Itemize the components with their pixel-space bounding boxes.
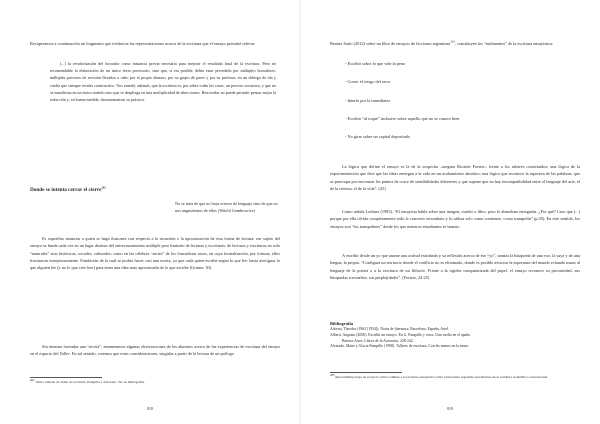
right-footnote-rule (330, 372, 402, 373)
left-intro: Recuperamos a continuación un fragmento que evidencia las representaciones acerca de la escritura que el ensayo permitió relevar: (30, 41, 256, 46)
section-heading (30, 187, 280, 194)
bibliography-entry: Alvarado, Maite y Gloria Pampillo (1988). Talleres de escritura. Con las manos en la masa. (330, 344, 469, 349)
list-item: - No girar sobre un capital depositado (345, 134, 410, 140)
bibliography-entry: Alberti, Augusto (2006). Escribir un ensayo. En G. Pampillo y otros, Una vuelta en el apaño. (330, 332, 471, 337)
list-item: - Interés por la inmediatez (345, 97, 391, 103)
section-heading-text: Donde se intenta cerrar el cierre (30, 187, 102, 193)
list-item: - Escribir “al toque” inclusive sobre aquello que no se conoce bien (345, 115, 460, 121)
epigraph: No se trata de que no haya errores de lenguaje sino de que no nos angustiemos de ellos (Witold Gombrowicz) (175, 201, 278, 214)
bibliography-entry: Adorno, Theodor (1962 [1954]). Notas de literatura. Barcelona, España, Ariel. (330, 327, 449, 331)
right-intro-footnote-ref: 263 (450, 39, 455, 44)
left-paragraph-2: Sin intentar formular una “receta”, enumeramos algunas observaciones de los alumnos acerca de las experiencias de escritura del ensayo en el espacio del Taller. En tal sentido, creemos que estas consideraciones, surgidas a partir de la lectura de un prólogo (30, 344, 280, 357)
left-paragraph-1: Es superfluo anunciar a quien se haga ilusiones con respecto a la incursión o la aproximación de esta forma de lectura: ese sujeto del ensayo se funda cada vez en un lugar distinto del entrecruzamiento múltiple pero limitado de lecturas y escrituras: de lecturas y escrituras no solo “naturales” sino históricas, sociales, culturales; como en las célebres “series” de los formalistas rusos, en cuya formalización, por fortuna, ellos fracasaron estrepitosamente. Fundación de la cual se podría hacer casi una receta, ya que cada quien escribe según lo que lee: basta averiguar lo que alguien lee (y no lo que cree leer) para tener una idea muy aproximada de lo que escribe (Grüner, 30). (30, 236, 280, 271)
left-footnote (30, 380, 280, 385)
right-paragraph-2: Como señala Ludmer (1985), “El ensayista habla sobre una imagen, cuadro o libro, pero lo abandona enseguida. ¿Por qué? Creo que (...) porque por ella olvida completamente todo lo concreto secundario y lo utiliza solo como comienzo, como trampolín” (p.35). En este sentido, los ensayos son “los trampolines” desde los que nuestros estudiantes se lanzan. (330, 209, 580, 229)
heading-footnote-ref: 262 (101, 185, 106, 190)
list-item: - Escribir sobre lo que vale la pena (345, 61, 405, 66)
left-footnote-rule (30, 377, 102, 378)
right-intro-rest: , constituyen los “rudimentos” de la escritura ensayística: (454, 41, 554, 46)
left-block-quote: (...) la revalorización del borrador como instancia previa necesaria para mejorar el resultado final de la escritura. Pero no recomendable la elaboración de un único texto provisorio, sino que, si era posible, debía estar precedido por múltiples borradores, múltiples procesos de revisión llevados a cabo por el propio alumno, por su grupo de pares y por su profesor, en un diálogo de ida y vuelta que siempre resulta constructivo. Nos enseñó, además, que la escritura es, por sobre todas las cosas, un proceso recursivo, y que no se manifiesta en un único sentido sino que se despliega en una multiplicidad de direcciones. Retrocedar no puede permitir pensar mejor la redacción y, en buena medida, desautomatizar su práctica. (50, 61, 276, 103)
right-paragraph-3: A escribir desde un yo que asume una actitud extrañada y su reflexión acerca de ese “yo”, tamiza la búsqueda de una voz, la suya y de una lengua, la propia. “Configura un territorio donde el conflicto no es eliminado, donde es posible avizorar la esperanza del mundo echando mano al lenguaje de la poesía o a la escritura de un filósofo. Frente a la rigidez computarizada del papel, el ensayo reconoce su precariedad, sus búsquedas irresueltas, sus perplejidades”. (Forster, 24-25) (330, 253, 580, 280)
list-item: - Correr el riesgo del error (345, 79, 391, 85)
right-intro (330, 40, 580, 47)
rudiments-list (345, 60, 575, 151)
italic-taller: Taller (59, 351, 70, 357)
bibliography-entry: Buenos Aires, Libros de la Araucaria. 228-242. (342, 338, 414, 343)
right-footnote (330, 375, 580, 380)
right-page-number: 819 (447, 407, 453, 411)
right-paragraph-1: La lógica que define el ensayo es la de la sospecha –asegura Ricardo Forster– frente a los saberes constituidos; una lógica de la experimentación que dice que las ideas emergen a la vida en un acabamiento absoluto; una lógica que reconoce la aspereza de las palabras, que se preocupa por encontrar los puntos de cruce de sensibilidades diferentes y que supone que no hay incompatibilidad entre el lenguaje del arte, el de la ciencia, el de la vida”. (25) (330, 164, 580, 191)
bibliography-heading: Bibliografía (330, 321, 354, 326)
bibliography-list (330, 327, 580, 350)
right-footnote-mark: 263 (330, 373, 335, 377)
right-intro-text: Beatriz Sarlo (2012) sobre un libro de ensayos de ficciones argentinas (330, 41, 451, 46)
bibliography (330, 320, 580, 350)
right-footnote-text: Intercambiópologo en el que la crítica adhiere a la escritura ensayística sobre la literatura argentina apartándose de la escritura académica convencional. (335, 375, 549, 380)
left-footnote-mark: 262 (30, 378, 35, 382)
left-page-number: 818 (147, 407, 153, 411)
left-footnote-text: Título tomado de Taller de escritura, Pampillo y Alvarado. Ver en bibliografía. (35, 380, 145, 385)
